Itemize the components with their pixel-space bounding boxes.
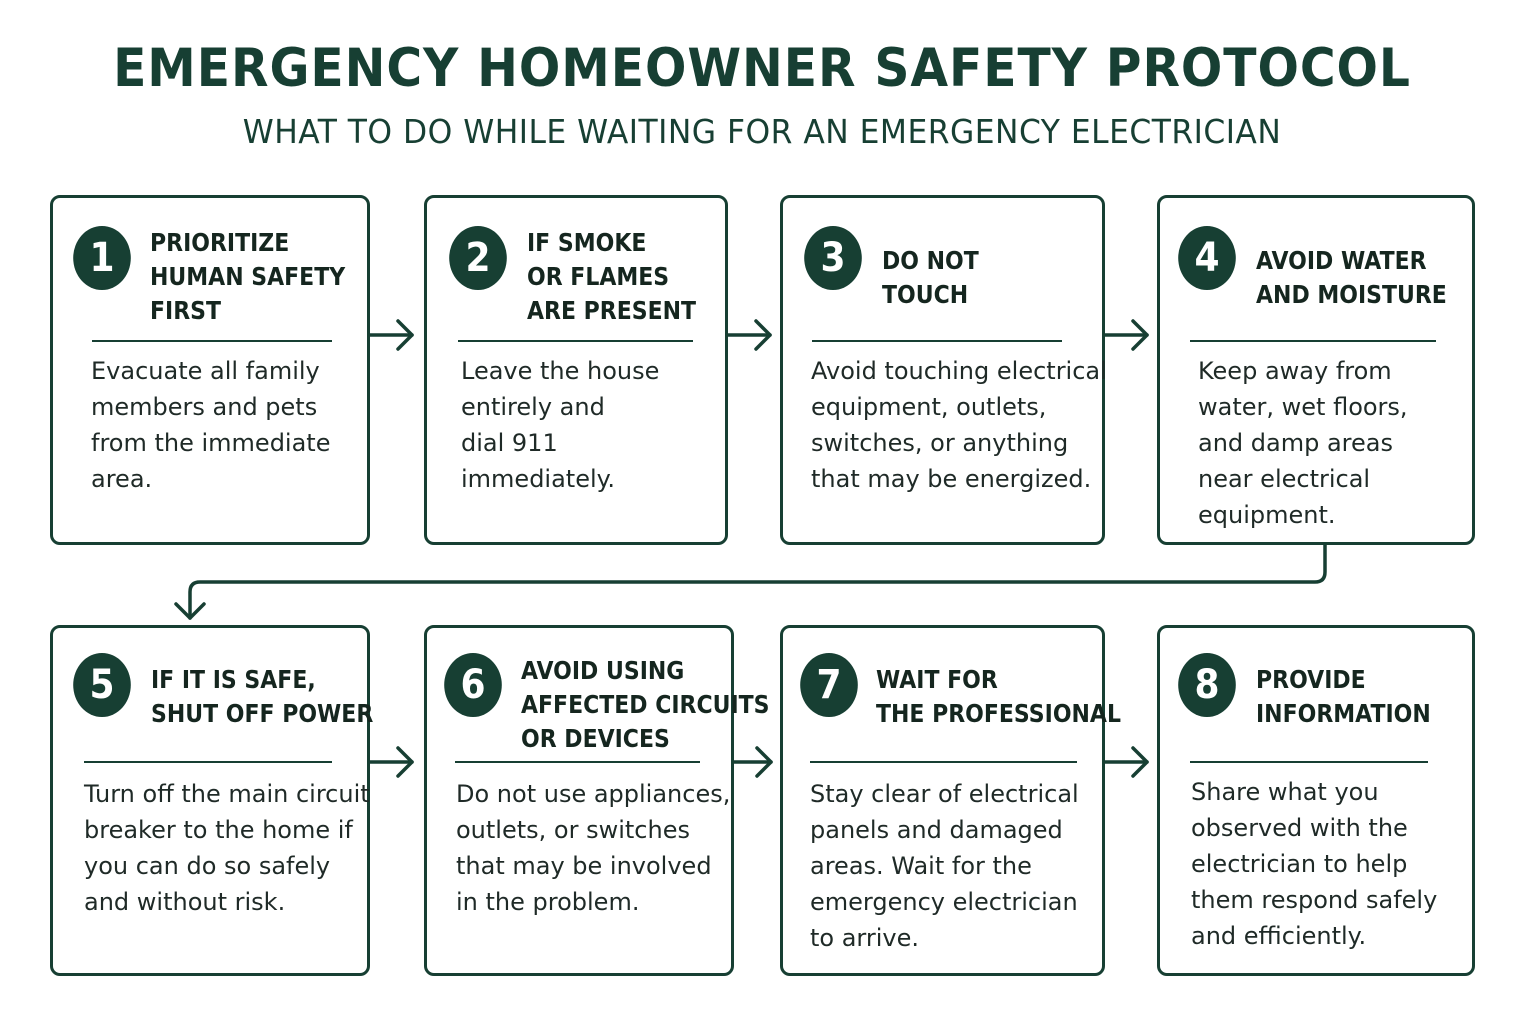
step-divider (1190, 340, 1436, 342)
step-number-badge: 4 (1178, 226, 1236, 290)
step-heading: IF SMOKE OR FLAMES ARE PRESENT (527, 228, 697, 325)
step-divider (458, 340, 693, 342)
step-heading: AVOID WATER AND MOISTURE (1256, 246, 1447, 309)
step-body: Share what you observed with the electrician to help them respond safely and efficiently. (1191, 778, 1438, 950)
step-divider (810, 761, 1077, 763)
step-divider (1190, 761, 1428, 763)
page-title: EMERGENCY HOMEOWNER SAFETY PROTOCOL (113, 38, 1411, 99)
arrow-right-icon (370, 748, 412, 776)
arrow-right-icon (370, 321, 412, 349)
step-divider (92, 340, 332, 342)
step-number-badge: 3 (804, 226, 862, 290)
step-body: Avoid touching electrical equipment, outlets, switches, or anything that may be energized. (811, 357, 1107, 493)
step-number-badge: 1 (73, 226, 131, 290)
step-divider (812, 340, 1062, 342)
step-divider (84, 761, 332, 763)
step-number-badge: 5 (73, 653, 131, 717)
step-body: Turn off the main circuit breaker to the home if you can do so safely and without risk. (84, 780, 370, 916)
step-heading: AVOID USING AFFECTED CIRCUITS OR DEVICES (521, 656, 770, 753)
arrow-right-icon (1105, 321, 1147, 349)
arrow-down-icon (176, 545, 1325, 618)
step-number-badge: 8 (1178, 653, 1236, 717)
step-heading: IF IT IS SAFE, SHUT OFF POWER (151, 665, 374, 728)
arrow-right-icon (1105, 748, 1147, 776)
step-number-badge: 2 (449, 226, 507, 290)
step-body: Keep away from water, wet floors, and damp areas near electrical equipment. (1198, 357, 1408, 529)
step-body: Evacuate all family members and pets from the immediate area. (91, 357, 331, 493)
step-heading: WAIT FOR THE PROFESSIONAL (876, 665, 1121, 728)
step-heading: PRIORITIZE HUMAN SAFETY FIRST (150, 228, 346, 325)
step-number-badge: 7 (800, 653, 858, 717)
step-number-badge: 6 (444, 653, 502, 717)
step-body: Leave the house entirely and dial 911 immediately. (461, 357, 660, 493)
step-body: Stay clear of electrical panels and damaged areas. Wait for the emergency electrician to arrive. (810, 780, 1079, 952)
page-subtitle: WHAT TO DO WHILE WAITING FOR AN EMERGENCY ELECTRICIAN (242, 112, 1282, 151)
step-heading: DO NOT TOUCH (882, 246, 979, 309)
step-heading: PROVIDE INFORMATION (1256, 665, 1431, 728)
arrow-right-icon (728, 321, 770, 349)
step-body: Do not use appliances, outlets, or switches that may be involved in the problem. (456, 780, 731, 916)
step-divider (455, 761, 700, 763)
